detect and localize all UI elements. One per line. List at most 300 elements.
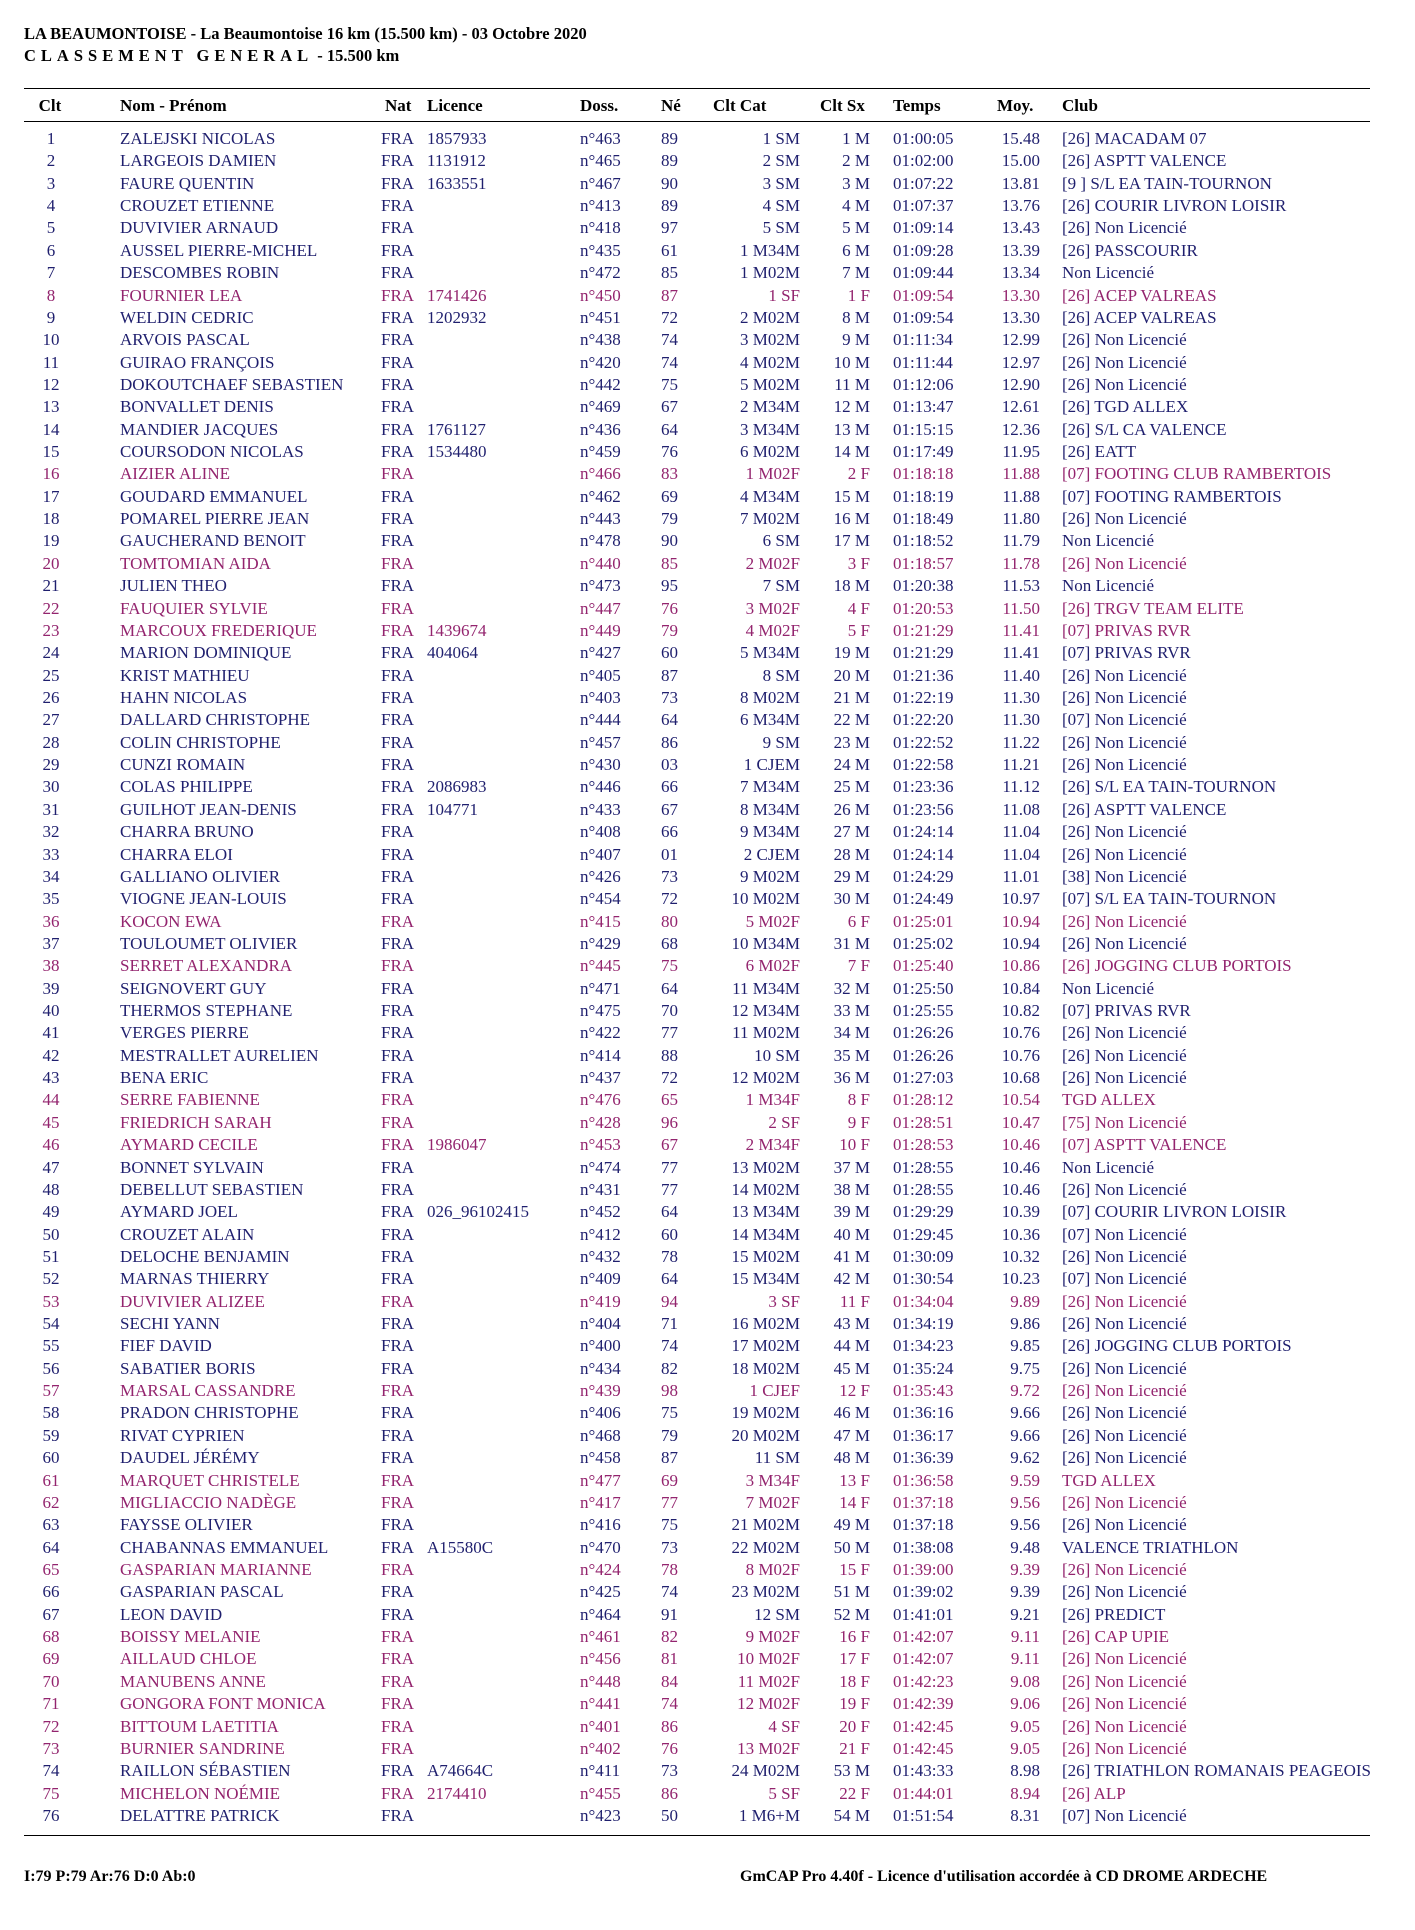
cell-temps: 01:36:58 xyxy=(893,1470,954,1490)
cell-nom: TOULOUMET OLIVIER xyxy=(120,933,298,953)
cell-clt: 72 xyxy=(42,1716,60,1736)
cell-ne: 87 xyxy=(661,1448,678,1468)
cell-club: VALENCE TRIATHLON xyxy=(1062,1537,1239,1557)
cell-clt-cat: 4 SF xyxy=(768,1716,800,1736)
cell-doss: n°451 xyxy=(580,307,621,327)
cell-nom: LARGEOIS DAMIEN xyxy=(120,151,277,171)
cell-clt: 34 xyxy=(42,866,60,886)
cell-club: [26] ALP xyxy=(1062,1783,1126,1803)
table-row xyxy=(0,463,1415,485)
cell-ne: 85 xyxy=(661,553,678,573)
cell-clt: 30 xyxy=(42,777,60,797)
cell-clt: 46 xyxy=(42,1135,60,1155)
cell-clt-sx: 39 M xyxy=(833,1202,870,1222)
cell-moy: 9.11 xyxy=(1010,1649,1040,1669)
cell-clt-cat: 2 M34F xyxy=(745,1135,800,1155)
cell-clt-sx: 22 F xyxy=(839,1783,870,1803)
cell-clt-sx: 38 M xyxy=(833,1179,870,1199)
cell-doss: n°434 xyxy=(580,1358,621,1378)
cell-clt-sx: 8 M xyxy=(842,307,870,327)
cell-clt-sx: 2 M xyxy=(842,151,870,171)
cell-moy: 12.97 xyxy=(1001,352,1040,372)
cell-clt-cat: 9 M02F xyxy=(745,1627,800,1647)
cell-clt-sx: 9 M xyxy=(842,330,870,350)
cell-ne: 73 xyxy=(661,1537,678,1557)
cell-temps: 01:35:43 xyxy=(893,1381,954,1401)
cell-nom: MIGLIACCIO NADÈGE xyxy=(120,1492,297,1512)
cell-clt-cat: 15 M02M xyxy=(731,1246,800,1266)
cell-clt: 62 xyxy=(42,1492,60,1512)
cell-club: Non Licencié xyxy=(1062,531,1155,551)
cell-doss: n°458 xyxy=(580,1448,621,1468)
cell-clt-cat: 1 M02M xyxy=(740,263,800,283)
cell-doss: n°401 xyxy=(580,1716,621,1736)
cell-moy: 8.94 xyxy=(1010,1783,1040,1803)
cell-club: [26] Non Licencié xyxy=(1062,844,1187,864)
table-row xyxy=(0,687,1415,709)
cell-clt: 75 xyxy=(42,1783,60,1803)
cell-nom: FAUQUIER SYLVIE xyxy=(120,598,268,618)
cell-clt: 36 xyxy=(42,911,60,931)
cell-nat: FRA xyxy=(381,464,415,484)
cell-clt-cat: 17 M02M xyxy=(731,1336,800,1356)
cell-nat: FRA xyxy=(381,1515,415,1535)
cell-club: [26] Non Licencié xyxy=(1062,374,1187,394)
cell-clt-cat: 10 SM xyxy=(754,1045,800,1065)
cell-club: [26] Non Licencié xyxy=(1062,1582,1187,1602)
cell-doss: n°463 xyxy=(580,129,621,148)
cell-temps: 01:36:16 xyxy=(893,1403,954,1423)
cell-ne: 72 xyxy=(661,889,678,909)
cell-temps: 01:42:07 xyxy=(893,1627,954,1647)
cell-moy: 13.43 xyxy=(1001,218,1040,238)
cell-temps: 01:34:23 xyxy=(893,1336,954,1356)
cell-temps: 01:23:56 xyxy=(893,799,954,819)
cell-clt-sx: 31 M xyxy=(833,933,870,953)
cell-doss: n°464 xyxy=(580,1604,621,1624)
cell-doss: n°425 xyxy=(580,1582,621,1602)
table-row xyxy=(0,1089,1415,1111)
table-row xyxy=(0,1157,1415,1179)
cell-club: [26] Non Licencié xyxy=(1062,1649,1187,1669)
cell-nom: THERMOS STEPHANE xyxy=(120,1001,293,1021)
cell-nat: FRA xyxy=(381,1582,415,1602)
table-row xyxy=(0,217,1415,239)
cell-moy: 11.30 xyxy=(1002,687,1040,707)
cell-club: [26] Non Licencié xyxy=(1062,1291,1187,1311)
table-row xyxy=(0,1604,1415,1626)
cell-doss: n°439 xyxy=(580,1381,621,1401)
cell-clt-cat: 5 M02F xyxy=(745,911,800,931)
cell-club: [26] Non Licencié xyxy=(1062,1515,1187,1535)
cell-clt-sx: 37 M xyxy=(833,1157,870,1177)
cell-nat: FRA xyxy=(381,978,415,998)
cell-clt: 39 xyxy=(42,978,60,998)
cell-ne: 98 xyxy=(661,1381,678,1401)
cell-clt-sx: 53 M xyxy=(833,1761,870,1781)
cell-temps: 01:22:52 xyxy=(893,732,954,752)
cell-nom: MANUBENS ANNE xyxy=(120,1671,266,1691)
cell-nom: COURSODON NICOLAS xyxy=(120,442,304,462)
cell-doss: n°405 xyxy=(580,665,621,685)
cell-nat: FRA xyxy=(381,1716,415,1736)
cell-clt: 18 xyxy=(42,509,60,529)
cell-nom: ZALEJSKI NICOLAS xyxy=(120,129,276,148)
table-row xyxy=(0,1648,1415,1670)
cell-moy: 10.23 xyxy=(1001,1269,1040,1289)
cell-clt-cat: 4 M02F xyxy=(745,620,800,640)
cell-moy: 11.12 xyxy=(1002,777,1040,797)
cell-nat: FRA xyxy=(381,1403,415,1423)
cell-nat: FRA xyxy=(381,576,415,596)
cell-clt-sx: 4 F xyxy=(847,598,870,618)
table-row xyxy=(0,1000,1415,1022)
cell-moy: 9.72 xyxy=(1010,1381,1040,1401)
cell-doss: n°444 xyxy=(580,710,621,730)
cell-nom: BOISSY MELANIE xyxy=(120,1627,261,1647)
cell-clt-cat: 8 SM xyxy=(762,665,800,685)
cell-temps: 01:24:14 xyxy=(893,844,954,864)
cell-nom: FIEF DAVID xyxy=(120,1336,212,1356)
cell-moy: 13.30 xyxy=(1001,307,1040,327)
cell-clt: 59 xyxy=(42,1425,60,1445)
cell-moy: 11.88 xyxy=(1002,486,1040,506)
cell-club: [07] FOOTING CLUB RAMBERTOIS xyxy=(1062,464,1332,484)
cell-moy: 11.41 xyxy=(1002,643,1040,663)
cell-moy: 11.40 xyxy=(1002,665,1040,685)
cell-temps: 01:09:44 xyxy=(893,263,954,283)
cell-clt-cat: 9 M02M xyxy=(740,866,800,886)
cell-clt-cat: 3 M34F xyxy=(745,1470,800,1490)
subtitle-classement: CLASSEMENT GENERAL xyxy=(24,46,314,65)
cell-nat: FRA xyxy=(381,1694,415,1714)
table-header-rule xyxy=(24,121,1370,122)
cell-temps: 01:13:47 xyxy=(893,397,954,417)
cell-licence: A74664C xyxy=(427,1761,494,1781)
cell-ne: 74 xyxy=(661,1694,678,1714)
cell-doss: n°470 xyxy=(580,1537,621,1557)
cell-doss: n°442 xyxy=(580,374,621,394)
cell-nom: COLAS PHILIPPE xyxy=(120,777,253,797)
cell-nat: FRA xyxy=(381,844,415,864)
cell-nat: FRA xyxy=(381,1470,415,1490)
cell-ne: 94 xyxy=(661,1291,678,1311)
cell-clt: 32 xyxy=(42,822,60,842)
cell-licence: 1534480 xyxy=(427,442,487,462)
cell-nat: FRA xyxy=(381,1560,415,1579)
cell-doss: n°441 xyxy=(580,1694,621,1714)
cell-clt-sx: 18 F xyxy=(839,1671,870,1691)
cell-club: [07] PRIVAS RVR xyxy=(1062,643,1191,663)
cell-ne: 72 xyxy=(661,307,678,327)
cell-club: [26] ASPTT VALENCE xyxy=(1062,799,1227,819)
cell-ne: 75 xyxy=(661,1515,678,1535)
cell-clt-cat: 8 M02M xyxy=(740,687,800,707)
subtitle-distance: - 15.500 km xyxy=(313,46,400,65)
cell-clt: 5 xyxy=(46,218,56,238)
cell-temps: 01:09:54 xyxy=(893,285,954,305)
cell-nat: FRA xyxy=(381,598,415,618)
cell-ne: 65 xyxy=(661,1090,678,1110)
cell-club: [26] Non Licencié xyxy=(1062,218,1187,238)
table-row xyxy=(0,1067,1415,1089)
table-row xyxy=(0,709,1415,731)
cell-nom: DELOCHE BENJAMIN xyxy=(120,1246,290,1266)
cell-clt: 9 xyxy=(46,307,56,327)
cell-temps: 01:25:02 xyxy=(893,933,954,953)
cell-nom: KOCON EWA xyxy=(120,911,222,931)
cell-nat: FRA xyxy=(381,1291,415,1311)
cell-nat: FRA xyxy=(381,1090,415,1110)
cell-temps: 01:24:49 xyxy=(893,889,954,909)
cell-clt-cat: 5 M34M xyxy=(740,643,800,663)
cell-club: [26] Non Licencié xyxy=(1062,1246,1187,1266)
cell-clt-cat: 2 M34M xyxy=(740,397,800,417)
cell-clt-cat: 8 M34M xyxy=(740,799,800,819)
cell-clt-cat: 11 M34M xyxy=(732,978,800,998)
table-row xyxy=(0,1805,1415,1827)
cell-licence: 404064 xyxy=(427,643,478,663)
cell-club: [9 ] S/L EA TAIN-TOURNON xyxy=(1062,173,1272,193)
cell-nom: BENA ERIC xyxy=(120,1068,209,1088)
table-row xyxy=(0,799,1415,821)
cell-clt-cat: 5 SM xyxy=(762,218,800,238)
cell-nom: BITTOUM LAETITIA xyxy=(120,1716,279,1736)
cell-temps: 01:28:51 xyxy=(893,1112,954,1132)
cell-club: [26] Non Licencié xyxy=(1062,933,1187,953)
cell-doss: n°431 xyxy=(580,1179,621,1199)
cell-temps: 01:23:36 xyxy=(893,777,954,797)
cell-clt-sx: 41 M xyxy=(833,1246,870,1266)
cell-temps: 01:42:39 xyxy=(893,1694,954,1714)
cell-clt: 24 xyxy=(42,643,60,663)
cell-nom: JULIEN THEO xyxy=(120,576,227,596)
cell-licence: 1741426 xyxy=(427,285,487,305)
table-row xyxy=(0,888,1415,910)
cell-moy: 9.86 xyxy=(1010,1314,1040,1334)
cell-moy: 10.84 xyxy=(1001,978,1040,998)
cell-nat: FRA xyxy=(381,1269,415,1289)
cell-clt: 20 xyxy=(42,553,60,573)
cell-clt-cat: 3 SF xyxy=(768,1291,800,1311)
cell-moy: 11.78 xyxy=(1002,553,1040,573)
cell-nom: GASPARIAN MARIANNE xyxy=(120,1560,312,1579)
cell-clt: 48 xyxy=(42,1179,60,1199)
cell-club: [26] Non Licencié xyxy=(1062,1492,1187,1512)
cell-clt-sx: 20 M xyxy=(833,665,870,685)
cell-nat: FRA xyxy=(381,1135,415,1155)
cell-clt: 14 xyxy=(42,419,60,439)
cell-moy: 13.81 xyxy=(1001,173,1040,193)
cell-clt-sx: 15 M xyxy=(833,486,870,506)
table-row xyxy=(0,754,1415,776)
cell-doss: n°427 xyxy=(580,643,621,663)
cell-clt: 40 xyxy=(42,1001,60,1021)
cell-doss: n°447 xyxy=(580,598,621,618)
cell-nat: FRA xyxy=(381,1761,415,1781)
table-row xyxy=(0,1470,1415,1492)
cell-temps: 01:35:24 xyxy=(893,1358,954,1378)
cell-temps: 01:25:50 xyxy=(893,978,954,998)
table-row xyxy=(0,821,1415,843)
cell-temps: 01:36:17 xyxy=(893,1425,954,1445)
cell-ne: 78 xyxy=(661,1246,678,1266)
cell-nom: AILLAUD CHLOE xyxy=(120,1649,257,1669)
cell-doss: n°423 xyxy=(580,1805,621,1825)
cell-moy: 13.34 xyxy=(1001,263,1040,283)
cell-ne: 79 xyxy=(661,1425,678,1445)
footer-stats: I:79 P:79 Ar:76 D:0 Ab:0 xyxy=(24,1868,196,1885)
table-row xyxy=(0,1693,1415,1715)
table-row xyxy=(0,732,1415,754)
cell-nat: FRA xyxy=(381,1537,415,1557)
cell-clt-cat: 5 M02M xyxy=(740,374,800,394)
cell-ne: 76 xyxy=(661,1738,678,1758)
cell-moy: 15.00 xyxy=(1001,151,1040,171)
cell-nom: MANDIER JACQUES xyxy=(120,419,279,439)
cell-temps: 01:42:45 xyxy=(893,1738,954,1758)
cell-clt: 37 xyxy=(42,933,60,953)
cell-temps: 01:28:55 xyxy=(893,1157,954,1177)
cell-nat: FRA xyxy=(381,643,415,663)
cell-ne: 77 xyxy=(661,1492,678,1512)
cell-temps: 01:39:02 xyxy=(893,1582,954,1602)
cell-temps: 01:09:14 xyxy=(893,218,954,238)
cell-doss: n°465 xyxy=(580,151,621,171)
cell-nom: PRADON CHRISTOPHE xyxy=(120,1403,299,1423)
table-row xyxy=(0,1783,1415,1805)
cell-doss: n°430 xyxy=(580,755,621,775)
table-row xyxy=(0,1581,1415,1603)
cell-clt-sx: 2 F xyxy=(847,464,870,484)
cell-temps: 01:51:54 xyxy=(893,1805,954,1825)
cell-doss: n°403 xyxy=(580,687,621,707)
cell-temps: 01:39:00 xyxy=(893,1560,954,1579)
cell-ne: 89 xyxy=(661,129,678,148)
cell-temps: 01:09:54 xyxy=(893,307,954,327)
cell-clt: 12 xyxy=(42,374,60,394)
cell-club: [26] ASPTT VALENCE xyxy=(1062,151,1227,171)
table-row xyxy=(0,240,1415,262)
cell-moy: 8.31 xyxy=(1010,1805,1040,1825)
cell-temps: 01:26:26 xyxy=(893,1023,954,1043)
cell-clt: 44 xyxy=(42,1090,60,1110)
cell-clt-sx: 49 M xyxy=(833,1515,870,1535)
cell-temps: 01:20:38 xyxy=(893,576,954,596)
cell-temps: 01:34:04 xyxy=(893,1291,954,1311)
cell-ne: 64 xyxy=(661,710,678,730)
cell-clt-sx: 11 M xyxy=(834,374,870,394)
cell-clt-sx: 35 M xyxy=(833,1045,870,1065)
cell-club: [26] Non Licencié xyxy=(1062,1381,1187,1401)
col-header-temps: Temps xyxy=(893,96,941,115)
table-row xyxy=(0,1313,1415,1335)
cell-clt-sx: 21 F xyxy=(839,1738,870,1758)
cell-temps: 01:42:45 xyxy=(893,1716,954,1736)
table-row xyxy=(0,1447,1415,1469)
cell-doss: n°467 xyxy=(580,173,621,193)
cell-clt-sx: 16 M xyxy=(833,509,870,529)
table-row xyxy=(0,1492,1415,1514)
cell-moy: 10.46 xyxy=(1001,1157,1040,1177)
page-title: LA BEAUMONTOISE - La Beaumontoise 16 km (15.500 km) - 03 Octobre 2020 xyxy=(24,24,587,43)
cell-club: [07] Non Licencié xyxy=(1062,1224,1187,1244)
cell-moy: 9.89 xyxy=(1010,1291,1040,1311)
cell-temps: 01:24:14 xyxy=(893,822,954,842)
cell-clt-cat: 6 SM xyxy=(762,531,800,551)
cell-club: [26] Non Licencié xyxy=(1062,352,1187,372)
cell-doss: n°471 xyxy=(580,978,621,998)
cell-doss: n°472 xyxy=(580,263,621,283)
cell-clt-sx: 18 M xyxy=(833,576,870,596)
cell-clt: 31 xyxy=(42,799,60,819)
cell-licence: A15580C xyxy=(427,1537,494,1557)
cell-club: [26] Non Licencié xyxy=(1062,1425,1187,1445)
cell-club: Non Licencié xyxy=(1062,576,1155,596)
cell-clt-sx: 23 M xyxy=(833,732,870,752)
cell-temps: 01:24:29 xyxy=(893,866,954,886)
cell-nom: TOMTOMIAN AIDA xyxy=(120,553,271,573)
cell-nat: FRA xyxy=(381,956,415,976)
cell-nom: GUIRAO FRANÇOIS xyxy=(120,352,275,372)
cell-nom: RAILLON SÉBASTIEN xyxy=(120,1761,291,1781)
cell-nom: ARVOIS PASCAL xyxy=(120,330,250,350)
cell-nom: DESCOMBES ROBIN xyxy=(120,263,280,283)
cell-doss: n°435 xyxy=(580,240,621,260)
cell-clt-cat: 12 M34M xyxy=(731,1001,800,1021)
cell-temps: 01:18:49 xyxy=(893,509,954,529)
cell-moy: 10.32 xyxy=(1001,1246,1040,1266)
cell-clt-sx: 50 M xyxy=(833,1537,870,1557)
cell-temps: 01:37:18 xyxy=(893,1515,954,1535)
cell-moy: 10.54 xyxy=(1001,1090,1040,1110)
cell-club: [26] Non Licencié xyxy=(1062,1560,1187,1579)
cell-nat: FRA xyxy=(381,1023,415,1043)
cell-clt-sx: 40 M xyxy=(833,1224,870,1244)
cell-clt: 69 xyxy=(42,1649,60,1669)
cell-clt: 23 xyxy=(42,620,60,640)
cell-ne: 75 xyxy=(661,956,678,976)
cell-nom: MARNAS THIERRY xyxy=(120,1269,270,1289)
table-row xyxy=(0,575,1415,597)
cell-club: [26] TRIATHLON ROMANAIS PEAGEOIS xyxy=(1062,1761,1371,1781)
cell-nat: FRA xyxy=(381,1224,415,1244)
cell-nom: FAYSSE OLIVIER xyxy=(120,1515,253,1535)
cell-clt: 45 xyxy=(42,1112,60,1132)
cell-clt-cat: 1 SF xyxy=(768,285,800,305)
cell-clt: 25 xyxy=(42,665,60,685)
cell-clt: 49 xyxy=(42,1202,60,1222)
cell-doss: n°424 xyxy=(580,1560,621,1579)
cell-nat: FRA xyxy=(381,1112,415,1132)
cell-moy: 10.76 xyxy=(1001,1045,1040,1065)
cell-clt-sx: 48 M xyxy=(833,1448,870,1468)
cell-nat: FRA xyxy=(381,755,415,775)
cell-nat: FRA xyxy=(381,263,415,283)
cell-moy: 11.22 xyxy=(1002,732,1040,752)
cell-clt-sx: 29 M xyxy=(833,866,870,886)
cell-clt-sx: 5 F xyxy=(847,620,870,640)
cell-club: [26] Non Licencié xyxy=(1062,1068,1187,1088)
cell-temps: 01:25:01 xyxy=(893,911,954,931)
cell-temps: 01:22:58 xyxy=(893,755,954,775)
cell-licence: 1857933 xyxy=(427,129,487,148)
header-top-rule xyxy=(24,88,1370,89)
cell-clt: 67 xyxy=(42,1604,60,1624)
cell-temps: 01:15:15 xyxy=(893,419,954,439)
cell-nom: SERRE FABIENNE xyxy=(120,1090,260,1110)
cell-nom: SEIGNOVERT GUY xyxy=(120,978,267,998)
